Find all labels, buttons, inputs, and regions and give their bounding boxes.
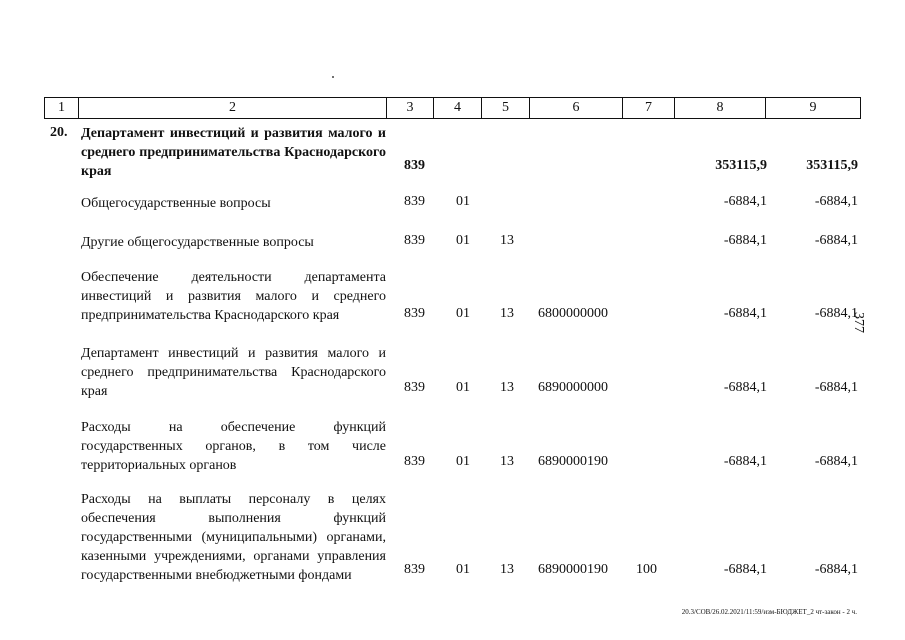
row-description: Обеспечение деятельности департамента инвестиций и развития малого и среднего предпринимательства Краснодарского края (81, 270, 386, 323)
row-description: Департамент инвестиций и развития малого и среднего предпринимательства Краснодарского края (81, 126, 386, 179)
column-header-table (44, 97, 861, 119)
scan-speck (332, 76, 334, 78)
cell-c6: 6800000000 (538, 306, 608, 321)
cell-c9: -6884,1 (814, 233, 858, 248)
col-header-5: 5 (482, 98, 530, 119)
page-number: 377 (851, 312, 866, 333)
row-description: Общегосударственные вопросы (81, 196, 271, 211)
row-description: Расходы на выплаты персоналу в целях обеспечения выполнения функций государственными (муниципальными) органами, казенными учреждениями, органами управления государственными внебюджетными фондами (81, 492, 386, 583)
cell-c9: -6884,1 (814, 454, 858, 469)
cell-c6: 6890000190 (538, 562, 608, 577)
row-description: Другие общегосударственные вопросы (81, 235, 314, 250)
col-header-7: 7 (623, 98, 675, 119)
cell-c5: 13 (500, 306, 514, 321)
cell-c5: 13 (500, 454, 514, 469)
col-header-6: 6 (530, 98, 623, 119)
cell-c6: 6890000190 (538, 454, 608, 469)
col-header-3: 3 (387, 98, 434, 119)
col-header-8: 8 (675, 98, 766, 119)
cell-c3: 839 (404, 158, 425, 173)
cell-c8: -6884,1 (723, 233, 767, 248)
cell-c4: 01 (456, 562, 470, 577)
cell-c8: -6884,1 (723, 454, 767, 469)
cell-c7: 100 (636, 562, 657, 577)
col-header-1: 1 (45, 98, 79, 119)
cell-c9: -6884,1 (814, 380, 858, 395)
cell-c5: 13 (500, 380, 514, 395)
cell-c9: -6884,1 (814, 306, 858, 321)
cell-c9: -6884,1 (814, 194, 858, 209)
cell-c4: 01 (456, 380, 470, 395)
row-index: 20. (50, 125, 68, 140)
cell-c8: -6884,1 (723, 306, 767, 321)
col-header-9: 9 (766, 98, 861, 119)
cell-c3: 839 (404, 233, 425, 248)
cell-c4: 01 (456, 306, 470, 321)
cell-c3: 839 (404, 194, 425, 209)
cell-c3: 839 (404, 380, 425, 395)
cell-c5: 13 (500, 562, 514, 577)
col-header-4: 4 (434, 98, 482, 119)
cell-c3: 839 (404, 562, 425, 577)
cell-c6: 6890000000 (538, 380, 608, 395)
cell-c5: 13 (500, 233, 514, 248)
cell-c4: 01 (456, 454, 470, 469)
row-description: Департамент инвестиций и развития малого и среднего предпринимательства Краснодарского края (81, 346, 386, 399)
col-header-2: 2 (79, 98, 387, 119)
cell-c9: -6884,1 (814, 562, 858, 577)
cell-c8: -6884,1 (723, 562, 767, 577)
cell-c8: -6884,1 (723, 380, 767, 395)
cell-c4: 01 (456, 194, 470, 209)
cell-c8: 353115,9 (715, 158, 767, 173)
cell-c9: 353115,9 (806, 158, 858, 173)
document-footer: 20.3/СОВ/26.02.2021/11:59/изм-БЮДЖЕТ_2 чт-закон - 2 ч. (681, 608, 857, 616)
row-description: Расходы на обеспечение функций государственных органов, в том числе территориальных органов (81, 420, 386, 473)
cell-c4: 01 (456, 233, 470, 248)
cell-c3: 839 (404, 454, 425, 469)
cell-c3: 839 (404, 306, 425, 321)
cell-c8: -6884,1 (723, 194, 767, 209)
